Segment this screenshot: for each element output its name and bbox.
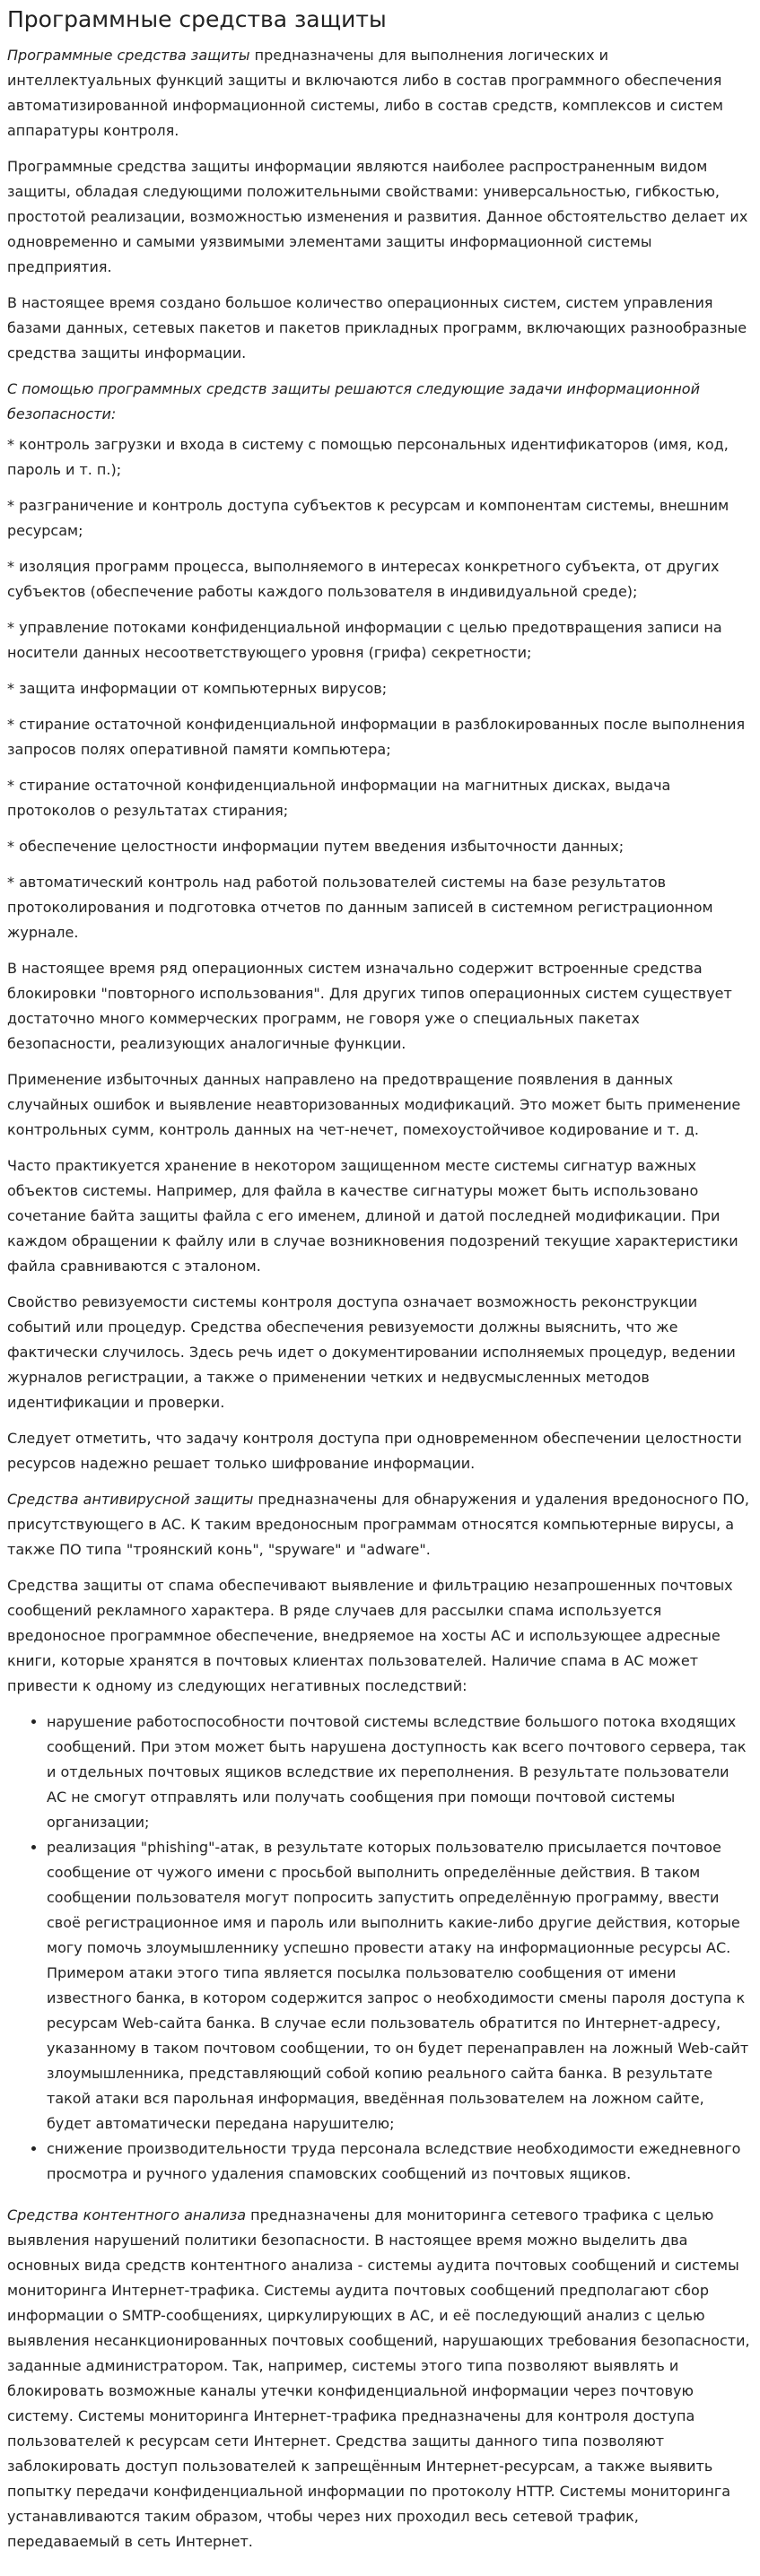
term-antivirus: Средства антивирусной защиты [7, 1491, 254, 1508]
list-item: • снижение производительности труда персонала вследствие необходимости ежедневного просмотра и ручного удаления спамовских сообщений из почтовых ящиков. [47, 2137, 751, 2187]
antivirus-text: предназначены для обнаружения и удаления вредоносного ПО, присутствующего в АС. К таким вредоносным программам относятся компьютерные вирусы, а также ПО типа "троянский конь", "spyware" и "adware". [7, 1491, 749, 1558]
task-item: * автоматический контроль над работой пользователей системы на базе результатов протоколирования и подготовка отчетов по данным записей в системном регистрационном журнале. [7, 874, 713, 941]
paragraph-redundancy: Применение избыточных данных направлено на предотвращение появления в данных случайных ошибок и выявление неавторизованных модификаций. Это может быть применение контрольных сумм, контроль данных на чет-нечет, помехоустойчивое кодирование и т. д. [7, 1071, 741, 1138]
term-content-analysis: Средства контентного анализа [7, 2206, 247, 2224]
task-item: * стирание остаточной конфиденциальной информации в разблокированных после выполнения запросов полях оперативной памяти компьютера; [7, 716, 746, 758]
paragraph-antispam: Средства защиты от спама обеспечивают выявление и фильтрацию незапрошенных почтовых сообщений рекламного характера. В ряде случаев для рассылки спама используется вредоносное программное обеспечение, внедряемое на хосты АС и использующее адресные книги, которые хранятся в почтовых клиентах пользователей. Наличие спама в АС может привести к одному из следующих негативных последствий: [7, 1577, 733, 1694]
paragraph-properties: Программные средства защиты информации являются наиболее распространенным видом защиты, обладая следующими положительными свойствами: универсальностью, гибкостью, простотой реализации, возможностью изменения и развития. Данное обстоятельство делает их одновременно и самыми уязвимыми элементами защиты информационной системы предприятия. [7, 158, 748, 275]
paragraph-reuse-blocking: В настоящее время ряд операционных систем изначально содержит встроенные средства блокировки "повторного использования". Для других типов операционных систем существует достаточно много коммерческих программ, не говоря уже о специальных пакетах безопасности, реализующих аналогичные функции. [7, 960, 732, 1052]
page-title: Программные средства защиты [7, 6, 387, 32]
paragraph-antivirus [7, 1487, 751, 1562]
intro-paragraph [7, 43, 751, 144]
content-analysis-text: предназначены для мониторинга сетевого трафика с целью выявления нарушений политики безопасности. В настоящее время можно выделить два основных вида средств контентного анализа - системы аудита почтовых сообщений и системы мониторинга Интернет-трафика. Системы аудита почтовых сообщений предполагают сбор информации о SMTP-сообщениях, циркулирующих в АС, и её последующий анализ с целью выявления несанкционированных почтовых сообщений, нарушающих требования безопасности, заданные администратором. Так, например, системы этого типа позволяют выявлять и блокировать возможные каналы утечки конфиденциальной информации через почтовую систему. Системы мониторинга Интернет-трафика предназначены для контроля доступа пользователей к ресурсам сети Интернет. Средства защиты данного типа позволяют заблокировать доступ пользователей к запрещённым Интернет-ресурсам, а также выявить попытку передачи конфиденциальной информации по протоколу HTTP. Системы мониторинга устанавливаются таким образом, чтобы через них проходил весь сетевой трафик, передаваемый в сеть Интернет. [7, 2206, 750, 2550]
list-item: • реализация "phishing"-атак, в результате которых пользователю присылается почтовое сообщение от чужого имени с просьбой выполнить определённые действия. В таком сообщении пользователя могут попросить запустить определённую программу, ввести своё регистрационное имя и пароль или выполнить какие-либо другие действия, которые могу помочь злоумышленнику успешно провести атаку на информационные ресурсы АС. Примером атаки этого типа является посылка пользователю сообщения от имени известного банка, в котором содержится запрос о необходимости смены пароля доступа к ресурсам Web-сайта банка. В случае если пользователь обратится по Интернет-адресу, указанному в таком почтовом сообщении, то он будет перенаправлен на ложный Web-сайт злоумышленника, представляющий собой копию реального сайта банка. В результате такой атаки вся парольная информация, введённая пользователем на ложном сайте, будет автоматически передана нарушителю; [47, 1835, 751, 2137]
spam-effects-list [7, 1710, 751, 2187]
task-item: * обеспечение целостности информации путем введения избыточности данных; [7, 838, 625, 855]
list-item: • нарушение работоспособности почтовой системы вследствие большого потока входящих сообщений. При этом может быть нарушена доступность как всего почтового сервера, так и отдельных почтовых ящиков вследствие их переполнения. В результате пользователи АС не смогут отправлять или получать сообщения при помощи почтовой системы организации; [47, 1710, 751, 1835]
tasks-heading [7, 377, 751, 427]
paragraph-signatures: Часто практикуется хранение в некотором защищенном месте системы сигнатур важных объектов системы. Например, для файла в качестве сигнатуры может быть использовано сочетание байта защиты файла с его именем, длиной и датой последней модификации. При каждом обращении к файлу или в случае возникновения подозрений текущие характеристики файла сравниваются с эталоном. [7, 1157, 738, 1275]
task-item: * изоляция программ процесса, выполняемого в интересах конкретного субъекта, от других субъектов (обеспечение работы каждого пользователя в индивидуальной среде); [7, 558, 720, 600]
task-item: * разграничение и контроль доступа субъектов к ресурсам и компонентам системы, внешним ресурсам; [7, 497, 729, 539]
intro-text: предназначены для выполнения логических и интеллектуальных функций защиты и включаются либо в состав программного обеспечения автоматизированной информационной системы, либо в состав средств, комплексов и систем аппаратуры контроля. [7, 47, 723, 139]
task-item: * контроль загрузки и входа в систему с помощью персональных идентификаторов (имя, код, пароль и т. п.); [7, 436, 729, 478]
term-software-protection: Программные средства защиты [7, 47, 250, 64]
task-item: * управление потоками конфиденциальной информации с целью предотвращения записи на носители данных несоответствующего уровня (грифа) секретности; [7, 619, 722, 661]
paragraph-content-analysis [7, 2203, 751, 2554]
paragraph-systems: В настоящее время создано большое количество операционных систем, систем управления базами данных, сетевых пакетов и пакетов прикладных программ, включающих разнообразные средства защиты информации. [7, 294, 747, 361]
task-item: * стирание остаточной конфиденциальной информации на магнитных дисках, выдача протоколов о результатах стирания; [7, 777, 671, 819]
paragraph-encryption: Следует отметить, что задачу контроля доступа при одновременном обеспечении целостности ресурсов надежно решает только шифрование информации. [7, 1430, 742, 1472]
paragraph-auditability: Свойство ревизуемости системы контроля доступа означает возможность реконструкции событий или процедур. Средства обеспечения ревизуемости должны выяснить, что же фактически случилось. Здесь речь идет о документировании исполняемых процедур, ведении журналов регистрации, а также о применении четких и недвусмысленных методов идентификации и проверки. [7, 1293, 736, 1411]
task-item: * защита информации от компьютерных вирусов; [7, 680, 388, 697]
tasks-heading-text: С помощью программных средств защиты решаются следующие задачи информационной безопасности: [7, 380, 700, 422]
